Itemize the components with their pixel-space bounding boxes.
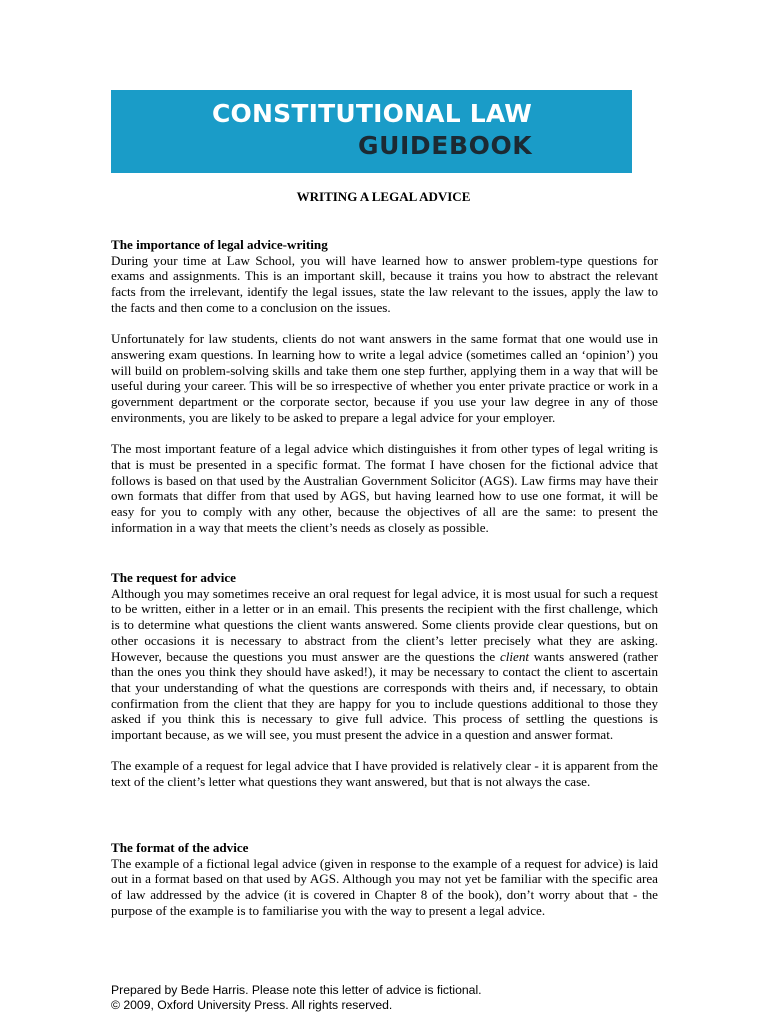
section-importance — [111, 237, 658, 535]
banner-subtitle: GUIDEBOOK — [358, 131, 533, 160]
footer-note: Prepared by Bede Harris. Please note this letter of advice is fictional. — [111, 983, 482, 997]
paragraph: During your time at Law School, you will have learned how to answer problem-type questions for exams and assignments. This is an important skill, because it trains you how to abstract the relevant facts from the irrelevant, identify the legal issues, state the law relevant to the issues, apply the law to the facts and then come to a conclusion on the issues. — [111, 252, 658, 315]
paragraph-part: Although you may sometimes receive an oral request for legal advice, it is most usual for such a request to be written, either in a letter or in an email. This presents the recipient with the first challenge, which is to determine what questions the client wants answered. Some clients provide clear questions, but on other occasions it is necessary to abstract from the client’s letter precisely what they are asking. However, because the questions you must answer are the questions the — [111, 585, 658, 664]
paragraph — [111, 586, 658, 743]
page-footer — [111, 983, 482, 1012]
paragraph: Unfortunately for law students, clients do not want answers in the same format that one would use in answering exam questions. In learning how to write a legal advice (sometimes called an ‘opinion’) you will build on problem-solving skills and take them one step further, applying them in a way that will be useful during your career. This will be so irrespective of whether you enter private practice or work in a government department or the corporate sector, because if you use your law degree in any of those environments, you are likely to be asked to prepare a legal advice for your employer. — [111, 331, 658, 425]
paragraph: The most important feature of a legal advice which distinguishes it from other types of legal writing is that is must be presented in a specific format. The format I have chosen for the fictional advice that follows is based on that used by the Australian Government Solicitor (AGS). Law firms may have their own formats that differ from that used by AGS, but having learned how to use one format, it will be easy for you to comply with any other, because the objectives of all are the same: to present the information in a way that meets the client’s needs as closely as possible. — [111, 441, 658, 535]
footer-copyright: © 2009, Oxford University Press. All rights reserved. — [111, 997, 393, 1012]
guidebook-banner — [111, 90, 632, 173]
paragraph-part: wants answered (rather than the ones you think they should have asked!), it may be necessary to contact the client to ascertain that your understanding of what the questions are corresponds with theirs and, if necessary, to obtain confirmation from the client that they are happy for you to include questions additional to those they asked if you think this is necessary to give full advice. This process of settling the questions is important because, as we will see, you must present the advice in a question and answer format. — [111, 648, 658, 743]
section-format — [111, 840, 658, 919]
document-title: WRITING A LEGAL ADVICE — [296, 189, 471, 204]
section-heading: The format of the advice — [111, 840, 249, 855]
section-request — [111, 570, 658, 790]
section-heading: The request for advice — [111, 570, 236, 585]
paragraph: The example of a request for legal advice that I have provided is relatively clear - it is apparent from the text of the client’s letter what questions they want answered, but that is not always the case. — [111, 758, 658, 790]
banner-title: CONSTITUTIONAL LAW — [212, 99, 533, 128]
section-heading: The importance of legal advice-writing — [111, 237, 328, 252]
emphasis-client: client — [499, 648, 530, 664]
paragraph: The example of a fictional legal advice (given in response to the example of a request for advice) is laid out in a format based on that used by AGS. Although you may not yet be familiar with the specific area of law addressed by the advice (it is covered in Chapter 8 of the book), don’t worry about that - the purpose of the example is to familiarise you with the way to present a legal advice. — [111, 855, 658, 918]
